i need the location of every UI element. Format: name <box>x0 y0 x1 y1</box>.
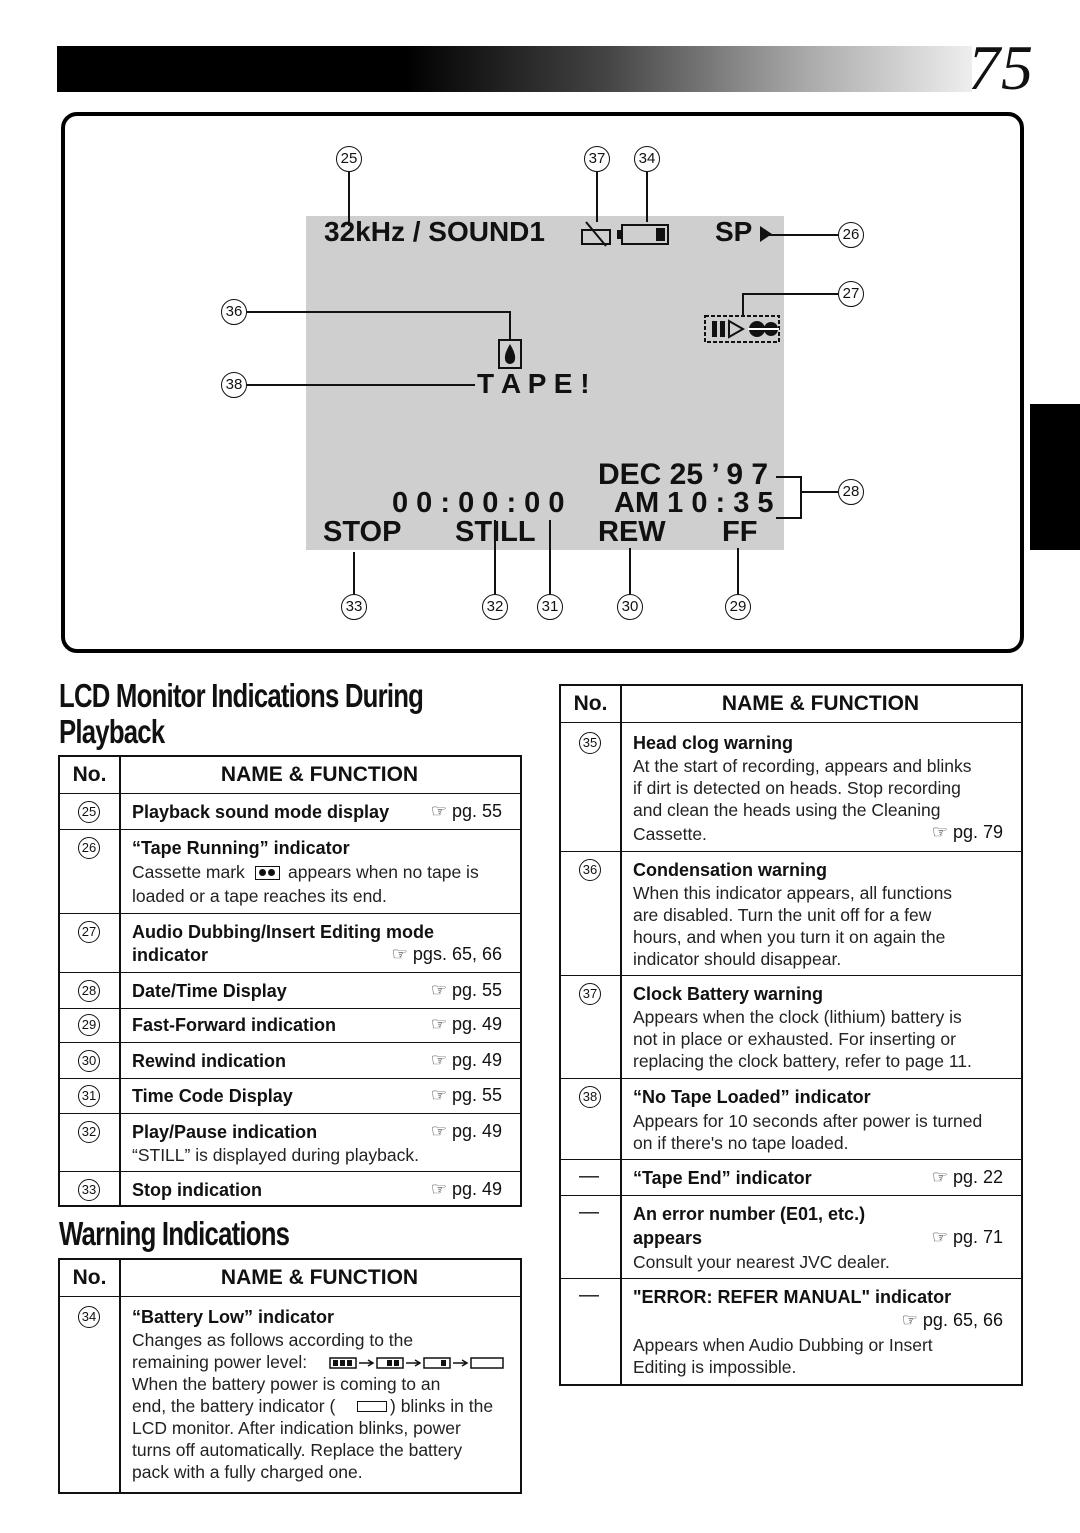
battery-sequence-icon <box>328 1355 508 1371</box>
row-body: hours, and when you turn it on again the <box>633 927 946 947</box>
cassette-icon <box>255 866 280 880</box>
row-body: Editing is impossible. <box>633 1357 797 1377</box>
callout-38: 38 <box>221 372 247 398</box>
callout-37: 37 <box>584 146 610 172</box>
row-number: 30 <box>78 1050 100 1072</box>
row-body: loaded or a tape reaches its end. <box>132 886 387 906</box>
row-title: Time Code Display <box>132 1086 293 1106</box>
callout-36: 36 <box>221 299 247 325</box>
warning-table-left <box>58 1258 522 1494</box>
row-body: appears when no tape is <box>288 862 479 882</box>
callout-28: 28 <box>838 479 864 505</box>
row-number: — <box>579 1201 599 1223</box>
page-ref: ☞ pg. 49 <box>430 1014 502 1034</box>
row-title: Date/Time Display <box>132 981 287 1001</box>
table-row <box>60 1171 520 1207</box>
lcd-sound-mode: 32kHz / SOUND1 <box>324 216 545 247</box>
section-heading-warning: Warning Indications <box>59 1215 290 1252</box>
row-number: 32 <box>78 1121 100 1143</box>
table-row <box>60 1008 520 1042</box>
lcd-speed: SP <box>715 216 753 247</box>
row-body: Appears when Audio Dubbing or Insert <box>633 1335 933 1355</box>
row-title: An error number (E01, etc.) <box>633 1204 866 1224</box>
row-body: “STILL” is displayed during playback. <box>132 1145 419 1165</box>
row-body: end, the battery indicator ( <box>132 1396 336 1416</box>
row-number: 37 <box>579 983 601 1005</box>
row-number: 25 <box>78 801 100 823</box>
callout-lines <box>0 0 1080 660</box>
row-body: LCD monitor. After indication blinks, power <box>132 1418 461 1438</box>
row-number: 36 <box>579 859 601 881</box>
row-number: 35 <box>579 732 601 754</box>
row-body: if dirt is detected on heads. Stop recording <box>633 778 961 798</box>
row-body: At the start of recording, appears and blinks <box>633 756 972 776</box>
row-body: on if there's no tape loaded. <box>633 1133 849 1153</box>
page-ref: ☞ pg. 55 <box>430 801 502 821</box>
lcd-still: STILL <box>455 516 536 548</box>
lcd-time-code: 0 0 : 0 0 : 0 0 <box>392 487 565 519</box>
table-row <box>60 829 520 913</box>
callout-31: 31 <box>537 594 563 620</box>
table-row <box>561 851 1021 975</box>
table-row <box>60 1042 520 1078</box>
page-ref: ☞ pg. 79 <box>931 822 1003 842</box>
col-no: No. <box>72 1266 107 1289</box>
col-name-function: NAME & FUNCTION <box>220 1266 419 1289</box>
row-title: Condensation warning <box>633 860 828 880</box>
callout-34: 34 <box>634 146 660 172</box>
lcd-tape-warning: T A P E ! <box>477 368 590 399</box>
col-no: No. <box>72 763 107 786</box>
lcd-stop: STOP <box>323 516 402 548</box>
table-row <box>60 972 520 1008</box>
row-body: When the battery power is coming to an <box>132 1374 441 1394</box>
callout-25: 25 <box>336 146 362 172</box>
row-number: 31 <box>78 1085 100 1107</box>
row-body: Appears for 10 seconds after power is turned <box>633 1111 983 1131</box>
col-name-function: NAME & FUNCTION <box>220 763 419 786</box>
page-ref: ☞ pgs. 65, 66 <box>391 944 502 964</box>
lcd-ff: FF <box>722 516 758 548</box>
table-row <box>60 913 520 972</box>
row-body: replacing the clock battery, refer to page 11. <box>633 1051 972 1071</box>
row-title: “No Tape Loaded” indicator <box>633 1087 871 1107</box>
lcd-rew: REW <box>598 516 666 548</box>
row-body: Consult your nearest JVC dealer. <box>633 1252 890 1272</box>
callout-29: 29 <box>725 594 751 620</box>
col-no: No. <box>573 692 608 715</box>
row-title: Rewind indication <box>132 1051 287 1071</box>
empty-battery-icon <box>357 1401 387 1412</box>
page-ref: ☞ pg. 49 <box>430 1050 502 1070</box>
row-title: “Battery Low” indicator <box>132 1307 335 1327</box>
table-row <box>561 722 1021 851</box>
callout-26: 26 <box>838 222 864 248</box>
lcd-time: AM 1 0 : 3 5 <box>614 487 774 519</box>
play-arrow-icon <box>760 226 772 242</box>
row-title: Audio Dubbing/Insert Editing mode <box>132 922 434 942</box>
page-number: 75 <box>968 32 1034 103</box>
row-body: and clean the heads using the Cleaning <box>633 800 941 820</box>
row-body: indicator should disappear. <box>633 949 842 969</box>
row-number: 28 <box>78 980 100 1002</box>
battery-icon <box>617 225 668 244</box>
callout-27: 27 <box>838 281 864 307</box>
table-row <box>561 1195 1021 1278</box>
row-body: Changes as follows according to the <box>132 1330 414 1350</box>
row-title: Fast-Forward indication <box>132 1015 337 1035</box>
row-body: Cassette mark <box>132 862 245 882</box>
page-ref: ☞ pg. 71 <box>931 1227 1003 1247</box>
table-row <box>60 1078 520 1113</box>
row-number: — <box>579 1284 599 1306</box>
page-ref: ☞ pg. 49 <box>430 1121 502 1141</box>
warning-table-right <box>559 684 1023 1386</box>
row-body: not in place or exhausted. For inserting or <box>633 1029 956 1049</box>
section-heading-lcd-indications: LCD Monitor Indications During <box>59 677 424 714</box>
table-row <box>561 1078 1021 1159</box>
row-title: appears <box>633 1228 703 1248</box>
row-body: remaining power level: <box>132 1352 308 1372</box>
page-ref: ☞ pg. 55 <box>430 980 502 1000</box>
row-body: When this indicator appears, all functions <box>633 883 953 903</box>
table-row <box>561 1159 1021 1195</box>
table-row <box>561 1278 1021 1384</box>
row-number: 27 <box>78 921 100 943</box>
row-title: Stop indication <box>132 1180 262 1200</box>
row-body: Cassette. <box>633 824 707 844</box>
row-number: 26 <box>78 837 100 859</box>
condensation-icon <box>499 340 521 368</box>
page-ref: ☞ pg. 22 <box>931 1167 1003 1187</box>
page-ref: ☞ pg. 55 <box>430 1085 502 1105</box>
tape-running-icon <box>705 316 779 342</box>
row-title: indicator <box>132 945 209 965</box>
lcd-date: DEC 25 ’ 9 7 <box>598 458 769 491</box>
row-body: Appears when the clock (lithium) battery is <box>633 1007 962 1027</box>
row-title: “Tape End” indicator <box>633 1168 812 1188</box>
row-title: Playback sound mode display <box>132 802 390 822</box>
col-name-function: NAME & FUNCTION <box>721 692 920 715</box>
row-title: “Tape Running” indicator <box>132 838 350 858</box>
row-number: — <box>579 1165 599 1187</box>
table-row <box>561 975 1021 1078</box>
row-body: pack with a fully charged one. <box>132 1462 363 1482</box>
callout-32: 32 <box>482 594 508 620</box>
row-title: Clock Battery warning <box>633 984 824 1004</box>
page-ref: ☞ pg. 65, 66 <box>901 1310 1003 1330</box>
row-body: turns off automatically. Replace the battery <box>132 1440 463 1460</box>
row-body: are disabled. Turn the unit off for a few <box>633 905 932 925</box>
section-heading-playback: Playback <box>59 713 165 750</box>
clock-battery-icon <box>582 222 610 246</box>
row-number: 38 <box>579 1086 601 1108</box>
table-row <box>60 793 520 829</box>
playback-table <box>58 755 522 1207</box>
table-row <box>60 1296 520 1492</box>
row-body: ) blinks in the <box>390 1396 494 1416</box>
row-number: 34 <box>78 1306 100 1328</box>
row-title: Play/Pause indication <box>132 1122 318 1142</box>
row-title: Head clog warning <box>633 733 794 753</box>
callout-30: 30 <box>617 594 643 620</box>
row-number: 33 <box>78 1179 100 1201</box>
row-number: 29 <box>78 1014 100 1036</box>
row-title: "ERROR: REFER MANUAL" indicator <box>633 1287 952 1307</box>
page-ref: ☞ pg. 49 <box>430 1179 502 1199</box>
table-row <box>60 1113 520 1171</box>
callout-33: 33 <box>341 594 367 620</box>
